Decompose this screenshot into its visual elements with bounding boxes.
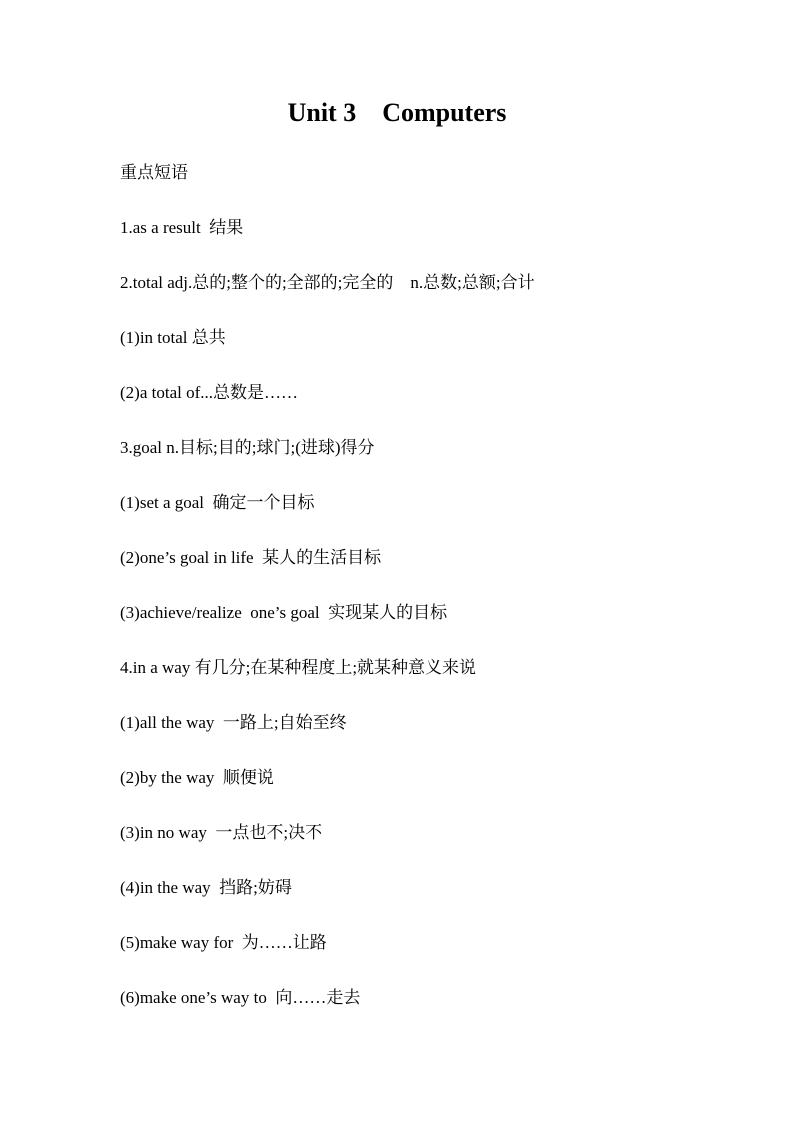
phrase-line: (2)one’s goal in life 某人的生活目标 — [120, 548, 382, 567]
document-title: Unit 3 Computers — [287, 98, 507, 127]
phrase-line: (2)by the way 顺便说 — [120, 768, 274, 787]
phrase-line: 3.goal n.目标;目的;球门;(进球)得分 — [120, 438, 375, 457]
phrase-line: (2)a total of...总数是…… — [120, 383, 298, 402]
phrase-line: (1)in total 总共 — [120, 328, 226, 347]
phrase-line: (1)all the way 一路上;自始至终 — [120, 713, 347, 732]
phrase-line: 1.as a result 结果 — [120, 218, 244, 237]
phrase-line: 4.in a way 有几分;在某种程度上;就某种意义来说 — [120, 658, 477, 677]
phrase-line: (1)set a goal 确定一个目标 — [120, 493, 315, 512]
section-heading: 重点短语 — [120, 163, 188, 182]
phrase-line: (4)in the way 挡路;妨碍 — [120, 878, 292, 897]
phrase-line: (6)make one’s way to 向……走去 — [120, 988, 361, 1007]
phrase-line: (5)make way for 为……让路 — [120, 933, 327, 952]
phrase-line: (3)achieve/realize one’s goal 实现某人的目标 — [120, 603, 448, 622]
phrase-line: 2.total adj.总的;整个的;全部的;完全的 n.总数;总额;合计 — [120, 273, 535, 292]
phrase-line: (3)in no way 一点也不;决不 — [120, 823, 323, 842]
